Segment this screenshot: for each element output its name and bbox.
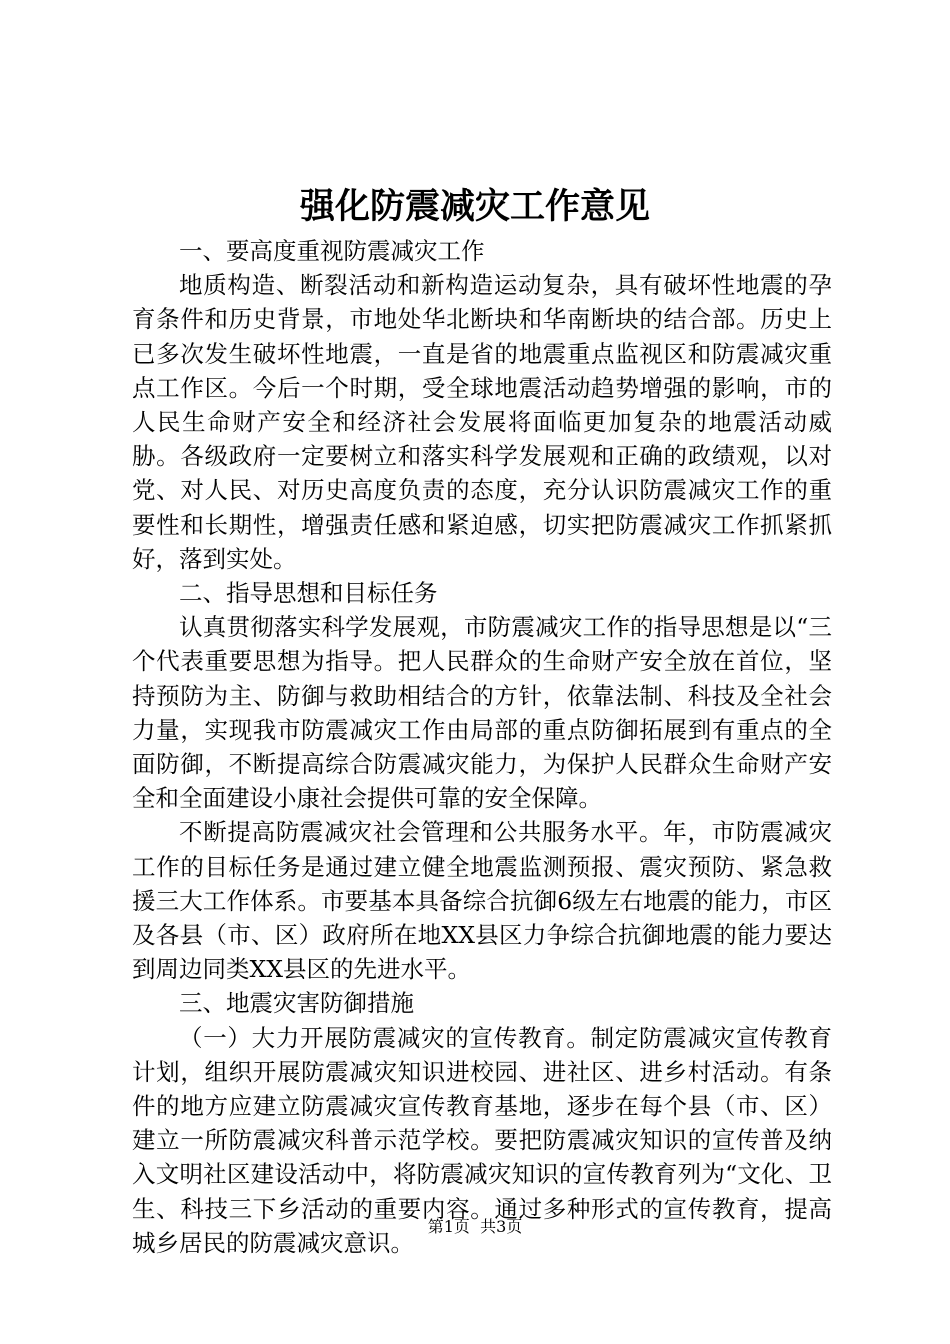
document-body [132, 234, 832, 1260]
paragraph-3: 不断提高防震减灾社会管理和公共服务水平。年，市防震减灾工作的目标任务是通过建立健全地震监测预报、震灾预防、紧急救援三大工作体系。市要基本具备综合抗御6级左右地震的能力，市区及各县（市、区）政府所在地XX县区力争综合抗御地震的能力要达到周边同类XX县区的先进水平。 [132, 818, 832, 984]
paragraph-1: 地质构造、断裂活动和新构造运动复杂，具有破坏性地震的孕育条件和历史背景，市地处华北断块和华南断块的结合部。历史上已多次发生破坏性地震，一直是省的地震重点监视区和防震减灾重点工作区。今后一个时期，受全球地震活动趋势增强的影响，市的人民生命财产安全和经济社会发展将面临更加复杂的地震活动威胁。各级政府一定要树立和落实科学发展观和正确的政绩观，以对党、对人民、对历史高度负责的态度，充分认识防震减灾工作的重要性和长期性，增强责任感和紧迫感，切实把防震减灾工作抓紧抓好，落到实处。 [132, 271, 832, 573]
paragraph-2: 认真贯彻落实科学发展观，市防震减灾工作的指导思想是以“三个代表重要思想为指导。把人民群众的生命财产安全放在首位，坚持预防为主、防御与救助相结合的方针，依靠法制、科技及全社会力量，实现我市防震减灾工作由局部的重点防御拓展到有重点的全面防御，不断提高综合防震减灾能力，为保护人民群众生命财产安全和全面建设小康社会提供可靠的安全保障。 [132, 613, 832, 813]
page-footer [0, 1216, 950, 1238]
section-heading-1: 一、要高度重视防震减灾工作 [179, 237, 485, 265]
page-number: 第1页 [427, 1217, 470, 1236]
paragraph-4: （一）大力开展防震减灾的宣传教育。制定防震减灾宣传教育计划，组织开展防震减灾知识进校园、进社区、进乡村活动。有条件的地方应建立防震减灾宣传教育基地，逐步在每个县（市、区）建立一所防震减灾科普示范学校。要把防震减灾知识的宣传普及纳入文明社区建设活动中，将防震减灾知识的宣传教育列为“文化、卫生、科技三下乡活动的重要内容。通过多种形式的宣传教育，提高城乡居民的防震减灾意识。 [132, 1023, 832, 1257]
section-heading-2: 二、指导思想和目标任务 [179, 579, 438, 608]
document-title: 强化防震减灾工作意见 [299, 186, 650, 227]
page-total: 共3页 [480, 1217, 523, 1236]
section-heading-3: 三、地震灾害防御措施 [179, 989, 414, 1018]
